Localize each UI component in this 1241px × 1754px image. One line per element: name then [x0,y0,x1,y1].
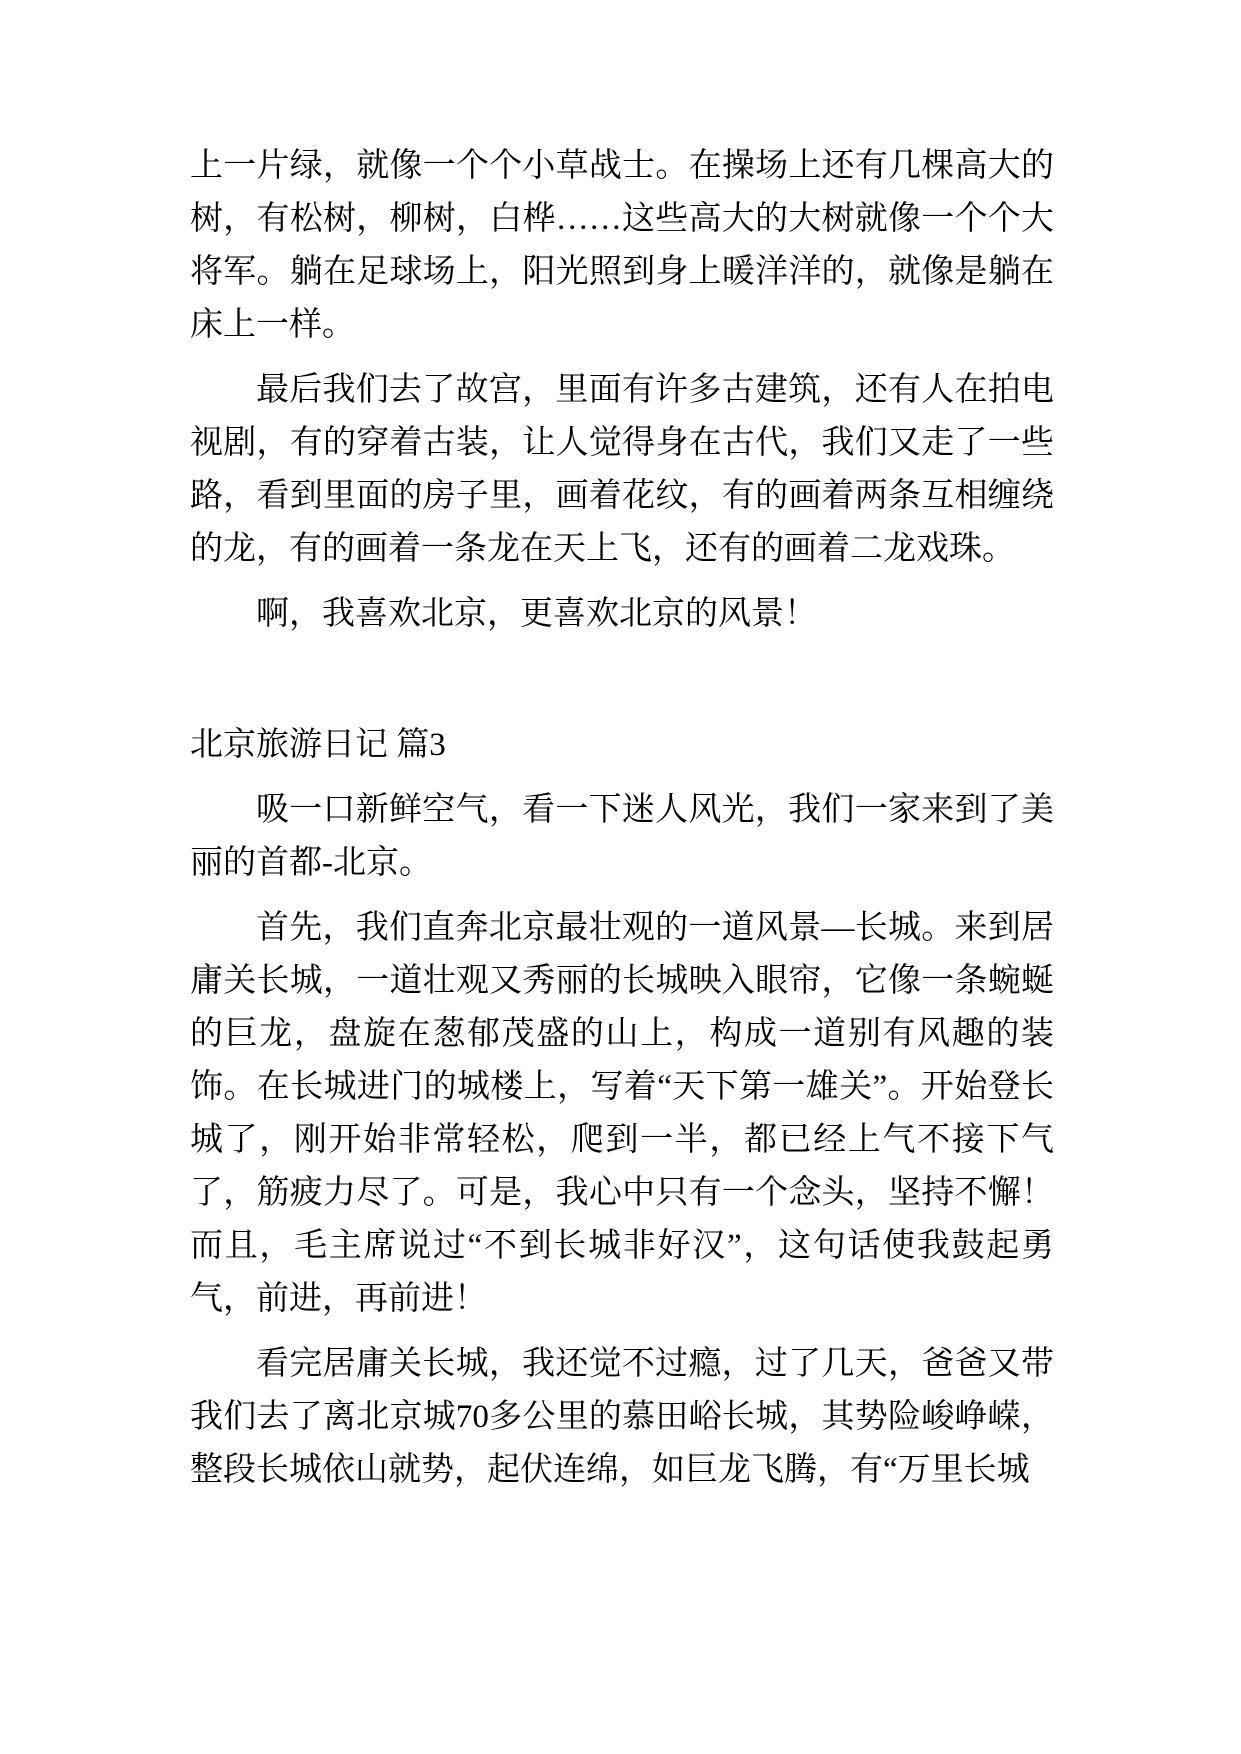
paragraph-love-beijing: 啊，我喜欢北京，更喜欢北京的风景！ [256,596,817,632]
paragraph-campus-trees-continuation: 上一片绿，就像一个个小草战士。在操场上还有几棵高大的树，有松树，柳树，白桦……这些高大的大树就像一个个大将军。躺在足球场上，阳光照到身上暖洋洋的，就像是躺在床上一样。 [190,148,1054,343]
paragraph-forbidden-city: 最后我们去了故宫，里面有许多古建筑，还有人在拍电视剧，有的穿着古装，让人觉得身在古代，我们又走了一些路，看到里面的房子里，画着花纹，有的画着两条互相缠绕的龙，有的画着一条龙在天上飞，还有的画着二龙戏珠。 [190,372,1054,567]
paragraph-mutianyu-great-wall: 看完居庸关长城，我还觉不过瘾，过了几天，爸爸又带我们去了离北京城70多公里的慕田峪长城，其势险峻峥嵘，整段长城依山就势，起伏连绵，如巨龙飞腾，有“万里长城 [190,1346,1054,1488]
page-text-block [190,140,1054,1509]
paragraph-juyongguan-great-wall: 首先，我们直奔北京最壮观的一道风景—长城。来到居庸关长城，一道壮观又秀丽的长城映入眼帘，它像一条蜿蜒的巨龙，盘旋在葱郁茂盛的山上，构成一道别有风趣的装饰。在长城进门的城楼上，写着“天下第一雄关”。开始登长城了，刚开始非常轻松，爬到一半，都已经上气不接下气了，筋疲力尽了。可是，我心中只有一个念头，坚持不懈！而且，毛主席说过“不到长城非好汉”，这句话使我鼓起勇气，前进，再前进！ [190,910,1054,1317]
paragraph-arrival-in-beijing: 吸一口新鲜空气，看一下迷人风光，我们一家来到了美丽的首都-北京。 [190,792,1054,881]
section-heading-beijing-travel-diary-3: 北京旅游日记 篇3 [190,727,446,763]
